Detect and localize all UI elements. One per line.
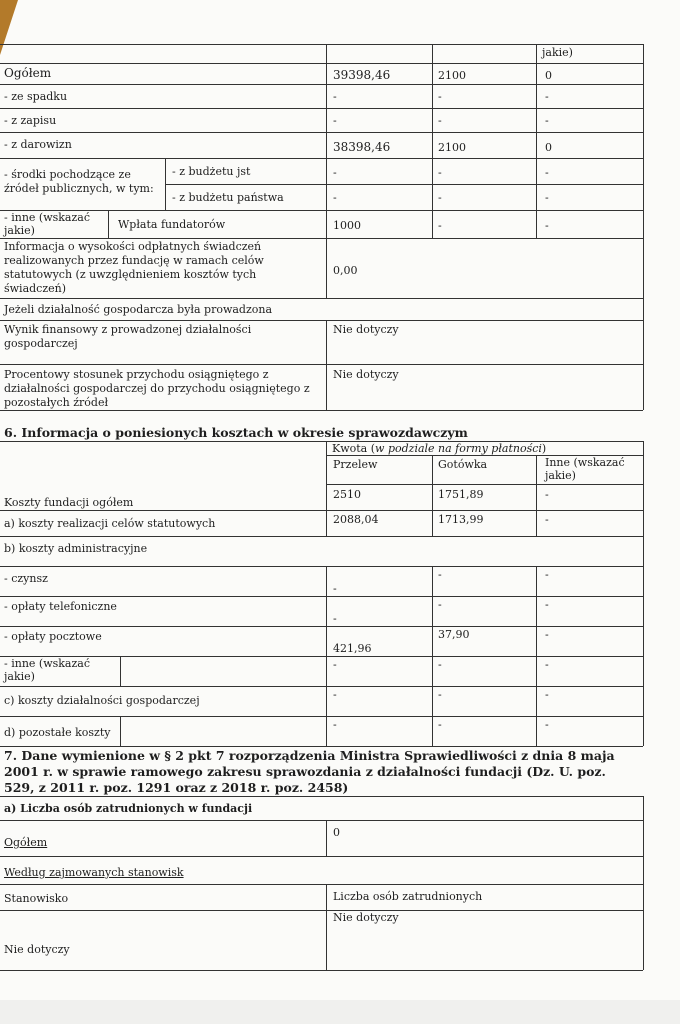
other-income-label: - inne (wskazać jakie): [4, 211, 90, 237]
table-rule: [432, 566, 433, 746]
income-row-label: - z zapisu: [4, 114, 57, 127]
admin-costs-label: b) koszty administracyjne: [4, 542, 148, 555]
paid-services-label: Informacja o wysokości odpłatnych świadczeń realizowanych przez fundację w ramach celów statutowych (z uwzględnieniem kosztów tych świadczeń): [4, 240, 264, 295]
income-row-value: -: [333, 114, 337, 127]
table-rule: [165, 184, 643, 185]
admin-cost-label: - czynsz: [4, 572, 48, 585]
business-result-value: Nie dotyczy: [333, 323, 399, 336]
employees-total-value: 0: [333, 826, 340, 839]
income-row-value: -: [545, 114, 549, 127]
table-rule: [432, 455, 433, 536]
income-row-value: 0: [545, 69, 552, 82]
income-row-value: -: [438, 90, 442, 103]
income-row-value: 39398,46: [333, 68, 391, 82]
income-row-value: -: [333, 90, 337, 103]
income-row-value: 2100: [438, 69, 466, 82]
other-income-value: 1000: [333, 219, 361, 232]
table-rule: [326, 238, 327, 298]
admin-cost-value: -: [545, 568, 549, 581]
statutory-costs-value: 2088,04: [333, 513, 379, 526]
table-rule: [0, 63, 643, 64]
income-row-value: -: [545, 90, 549, 103]
table-rule: [0, 796, 643, 797]
income-row-value: 38398,46: [333, 140, 391, 154]
table-rule: [0, 410, 643, 411]
table-rule: [0, 158, 643, 159]
public-funds-value: -: [333, 191, 337, 204]
position-value: Nie dotyczy: [4, 943, 70, 956]
remaining-costs-value: -: [333, 718, 337, 731]
admin-cost-value: -: [545, 628, 549, 641]
table-rule: [120, 716, 121, 746]
table-rule: [0, 298, 643, 299]
table-rule: [0, 44, 643, 45]
table-rule: [536, 455, 537, 536]
torn-corner: [0, 0, 18, 55]
table-rule: [120, 656, 121, 686]
table-rule: [0, 441, 643, 442]
admin-cost-value: -: [438, 658, 442, 671]
income-row-label: Ogółem: [4, 66, 52, 80]
table-rule: [0, 320, 643, 321]
statutory-costs-value: 1713,99: [438, 513, 484, 526]
table-rule: [0, 510, 643, 511]
table-rule: [643, 441, 644, 746]
admin-cost-value: -: [333, 658, 337, 671]
table-rule: [0, 970, 643, 971]
table-rule: [108, 210, 109, 238]
costs-total-value: -: [545, 488, 549, 501]
other-income-value: -: [438, 219, 442, 232]
column-header-position: Stanowisko: [4, 892, 69, 905]
employees-subheading: a) Liczba osób zatrudnionych w fundacji: [4, 802, 253, 815]
table-rule: [0, 716, 643, 717]
table-rule: [326, 820, 327, 856]
public-funds-label: - środki pochodzące ze źródeł publicznych, w tym:: [4, 168, 154, 195]
other-income-desc: Wpłata fundatorów: [118, 218, 226, 231]
income-row-label: - ze spadku: [4, 90, 68, 103]
table-rule: [0, 536, 643, 537]
table-rule: [0, 364, 643, 365]
section7-heading: 7. Dane wymienione w § 2 pkt 7 rozporządzenia Ministra Sprawiedliwości z dnia 8 maja 2001 r. w sprawie ramowego zakresu sprawozdania z działalności fundacji (Dz. U. poz. 529, z 2011 r. poz. 1291 oraz z 2018 r. poz. 2458): [4, 748, 615, 795]
column-header-cash: Gotówka: [438, 458, 488, 471]
table-rule: [326, 484, 643, 485]
count-value: Nie dotyczy: [333, 911, 399, 924]
business-costs-value: -: [545, 688, 549, 701]
admin-cost-value: -: [545, 598, 549, 611]
table-rule: [0, 746, 643, 747]
by-position-label: Według zajmowanych stanowisk: [4, 866, 184, 879]
amount-header-end: ): [541, 442, 547, 455]
amount-header-text: Kwota (: [332, 442, 376, 455]
employees-total-label: Ogółem: [4, 836, 48, 849]
business-note: Jeżeli działalność gospodarcza była prowadzona: [4, 303, 273, 316]
costs-total-value: 2510: [333, 488, 361, 501]
costs-heading: 6. Informacja o poniesionych kosztach w okresie sprawozdawczym: [4, 425, 468, 440]
table-rule: [326, 884, 327, 970]
admin-cost-value: -: [333, 612, 337, 625]
admin-cost-value: -: [438, 568, 442, 581]
table-rule: [326, 320, 327, 410]
column-header-other: Inne (wskazać jakie): [545, 456, 625, 482]
column-header-count: Liczba osób zatrudnionych: [333, 890, 483, 903]
remaining-costs-value: -: [438, 718, 442, 731]
business-ratio-label: Procentowy stosunek przychodu osiągniętego z działalności gospodarczej do przychodu osiągniętego z pozostałych źródeł: [4, 368, 310, 409]
income-header-tail: jakie): [542, 46, 573, 59]
admin-cost-label: - opłaty pocztowe: [4, 630, 102, 643]
amount-header: [332, 442, 546, 456]
costs-total-label: Koszty fundacji ogółem: [4, 496, 134, 509]
table-rule: [432, 44, 433, 238]
table-rule: [0, 238, 643, 239]
table-rule: [0, 820, 643, 821]
admin-cost-value: -: [545, 658, 549, 671]
remaining-costs-label: d) pozostałe koszty: [4, 726, 111, 739]
public-funds-value: -: [545, 166, 549, 179]
table-rule: [326, 44, 327, 238]
table-rule: [536, 44, 537, 238]
admin-cost-label: - inne (wskazać jakie): [4, 657, 90, 683]
business-costs-label: c) koszty działalności gospodarczej: [4, 694, 200, 707]
table-rule: [326, 441, 327, 536]
admin-cost-label: - opłaty telefoniczne: [4, 600, 117, 613]
business-result-label: Wynik finansowy z prowadzonej działalności gospodarczej: [4, 323, 252, 350]
table-rule: [0, 626, 643, 627]
table-rule: [0, 108, 643, 109]
table-rule: [0, 566, 643, 567]
table-rule: [326, 566, 327, 746]
admin-cost-value: 421,96: [333, 642, 372, 655]
page-shadow: [0, 1000, 680, 1024]
table-rule: [0, 910, 643, 911]
column-header-transfer: Przelew: [333, 458, 378, 471]
income-row-value: 0: [545, 141, 552, 154]
remaining-costs-value: -: [545, 718, 549, 731]
public-funds-value: -: [438, 166, 442, 179]
table-rule: [0, 132, 643, 133]
public-funds-value: -: [545, 191, 549, 204]
business-costs-value: -: [438, 688, 442, 701]
table-rule: [0, 856, 643, 857]
costs-total-value: 1751,89: [438, 488, 484, 501]
public-funds-sub-label: - z budżetu państwa: [172, 191, 284, 204]
table-rule: [0, 596, 643, 597]
business-ratio-value: Nie dotyczy: [333, 368, 399, 381]
table-rule: [0, 84, 643, 85]
table-rule: [165, 158, 166, 210]
paid-services-value: 0,00: [333, 264, 358, 277]
statutory-costs-label: a) koszty realizacji celów statutowych: [4, 517, 216, 530]
admin-cost-value: 37,90: [438, 628, 470, 641]
other-income-value: -: [545, 219, 549, 232]
table-rule: [0, 686, 643, 687]
public-funds-sub-label: - z budżetu jst: [172, 165, 251, 178]
amount-header-italic: w podziale na formy płatności: [375, 442, 542, 455]
admin-cost-value: -: [438, 598, 442, 611]
business-costs-value: -: [333, 688, 337, 701]
income-row-value: -: [438, 114, 442, 127]
income-row-label: - z darowizn: [4, 138, 72, 151]
public-funds-value: -: [438, 191, 442, 204]
table-rule: [0, 884, 643, 885]
statutory-costs-value: -: [545, 513, 549, 526]
income-row-value: 2100: [438, 141, 466, 154]
table-rule: [536, 566, 537, 746]
admin-cost-value: -: [333, 582, 337, 595]
table-rule: [643, 796, 644, 970]
public-funds-value: -: [333, 166, 337, 179]
table-rule: [643, 44, 644, 410]
